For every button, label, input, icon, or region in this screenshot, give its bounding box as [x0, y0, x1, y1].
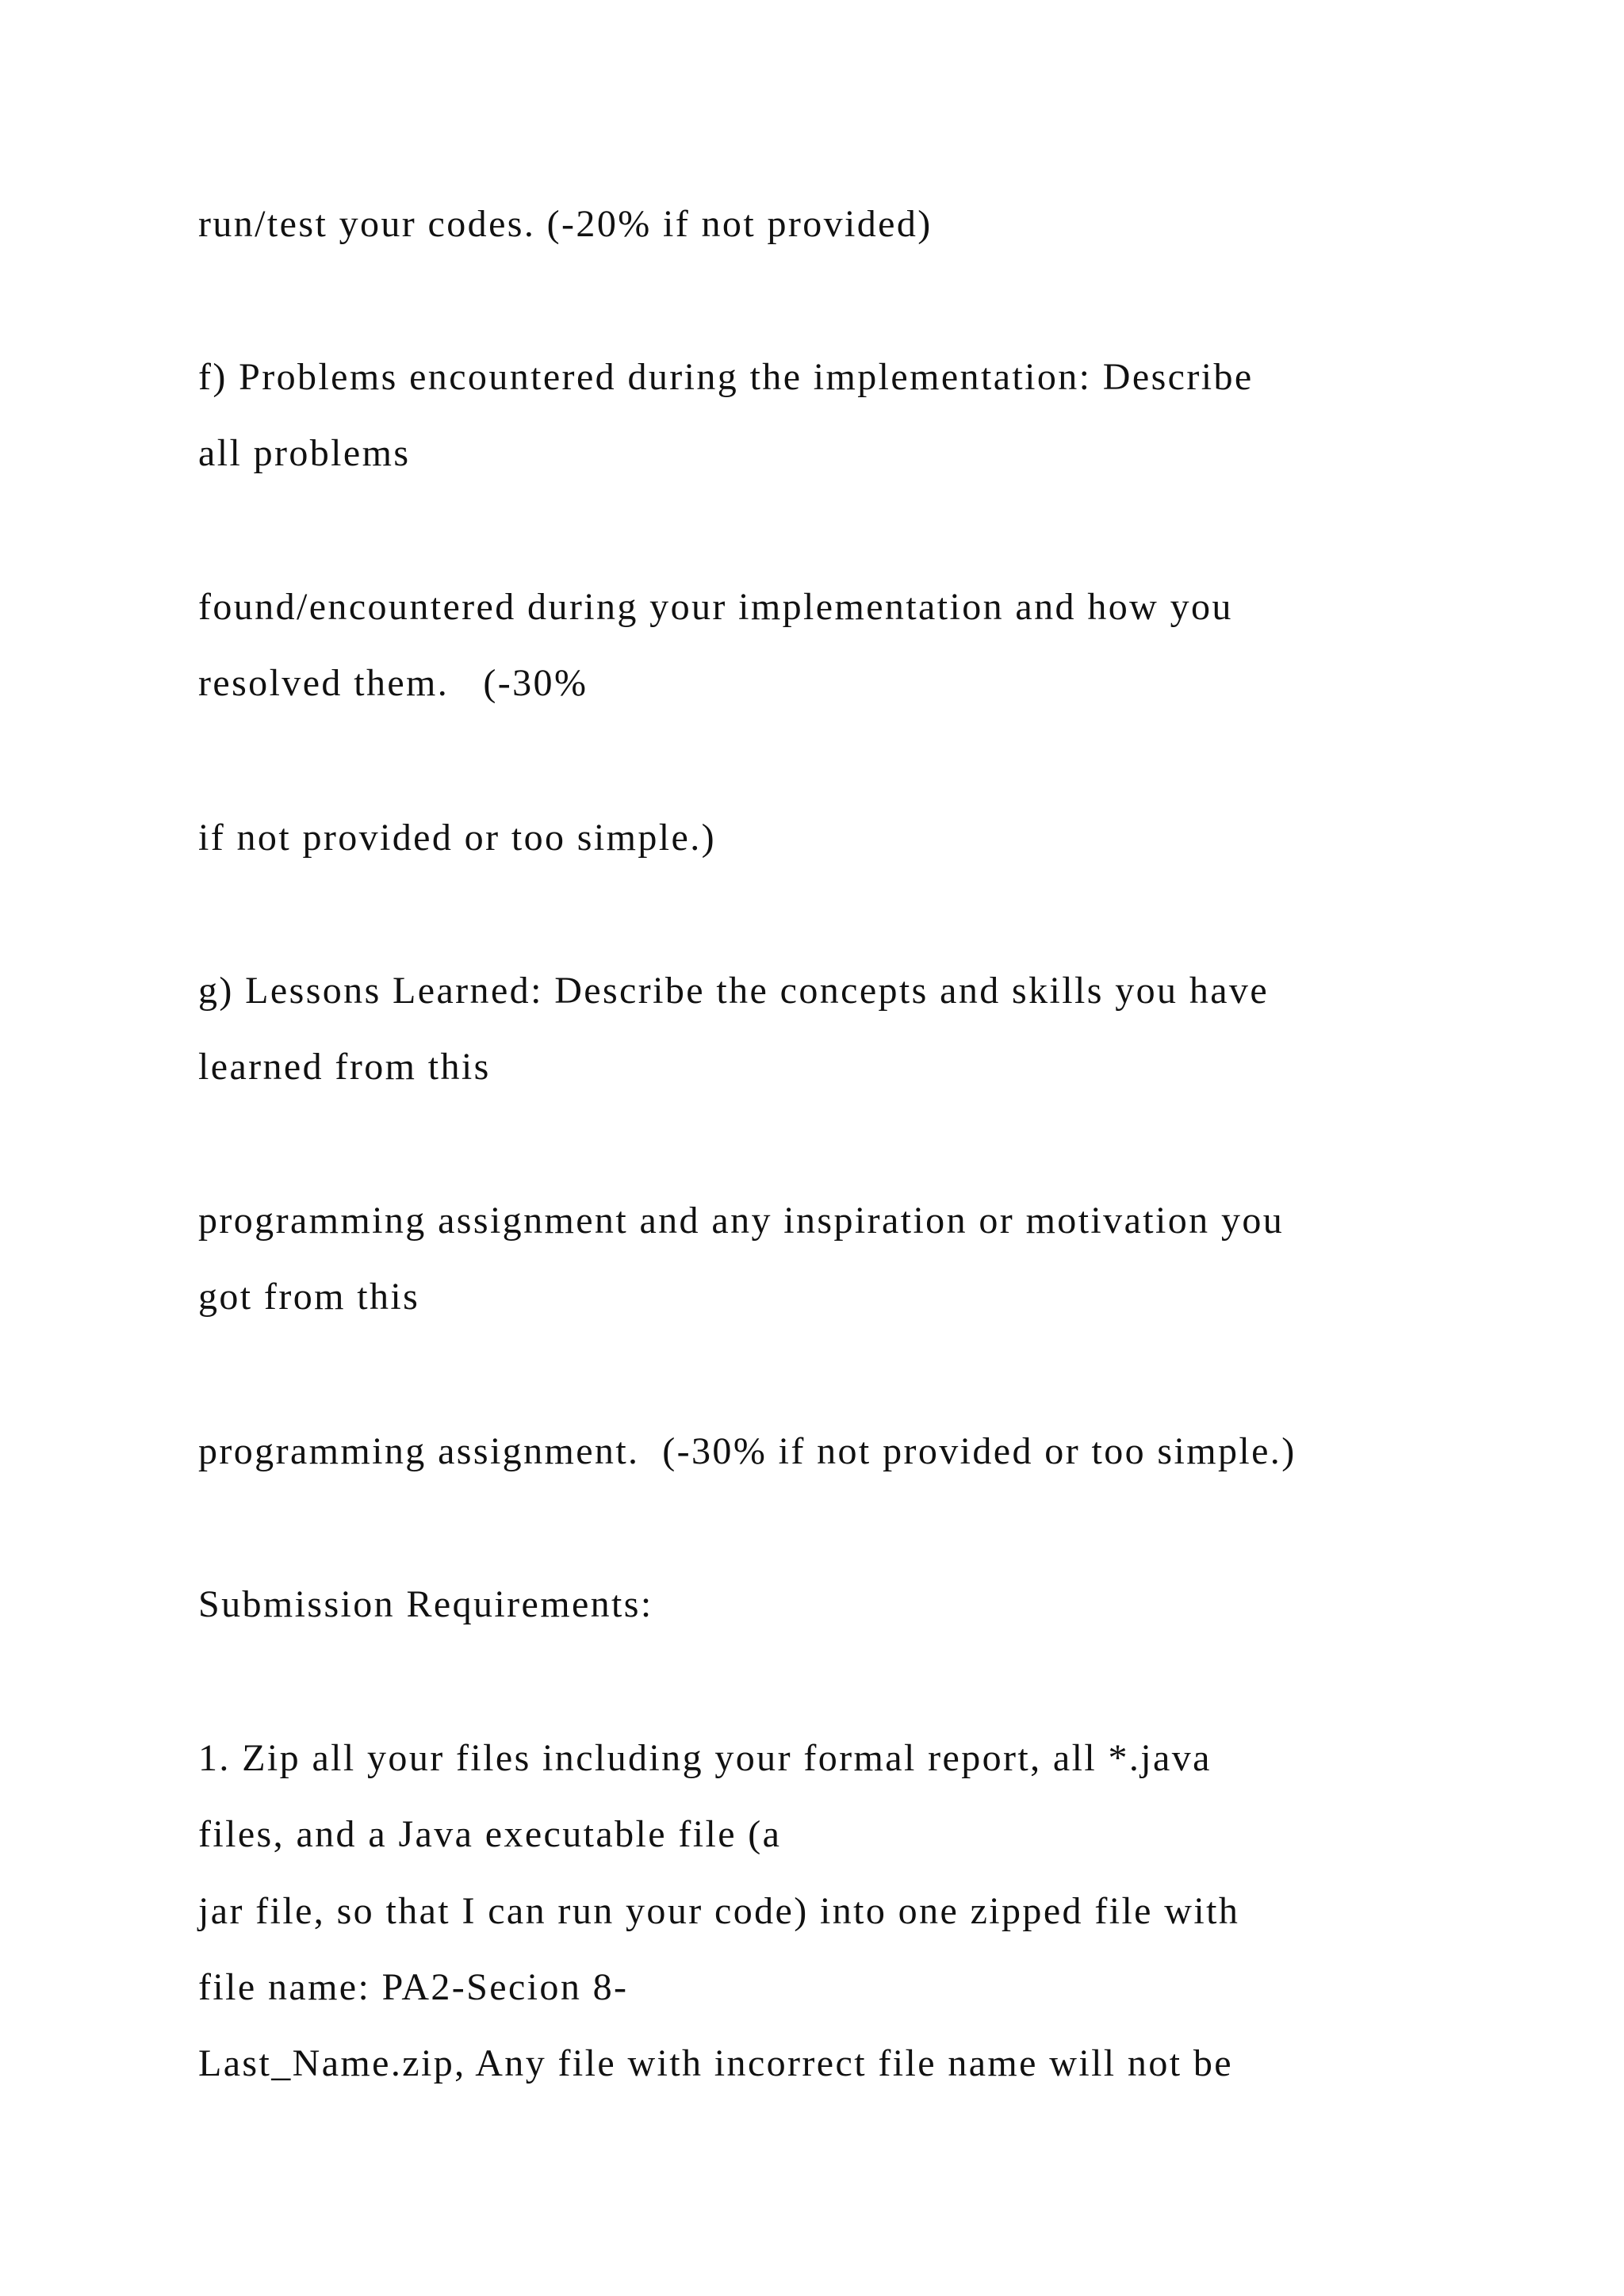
- text-line-17: Last_Name.zip, Any file with incorrect file name will not be: [198, 2042, 1233, 2084]
- text-line-14: files, and a Java executable file (a: [198, 1813, 782, 1855]
- text-line-15: jar file, so that I can run your code) into one zipped file with: [198, 1890, 1240, 1932]
- text-line-1: run/test your codes. (-20% if not provided): [198, 203, 933, 245]
- text-line-2: f) Problems encountered during the implementation: Describe: [198, 356, 1254, 398]
- text-line-8: learned from this: [198, 1046, 491, 1088]
- text-line-16: file name: PA2-Secion 8-: [198, 1966, 629, 2008]
- text-line-9: programming assignment and any inspiration or motivation you: [198, 1200, 1285, 1242]
- text-line-11: programming assignment. (-30% if not provided or too simple.): [198, 1430, 1297, 1472]
- text-line-6: if not provided or too simple.): [198, 817, 716, 859]
- section-heading-submission: Submission Requirements:: [198, 1583, 653, 1625]
- text-line-5: resolved them. (-30%: [198, 662, 588, 704]
- text-line-7: g) Lessons Learned: Describe the concepts and skills you have: [198, 970, 1270, 1012]
- text-line-4: found/encountered during your implementation and how you: [198, 586, 1233, 628]
- text-line-10: got from this: [198, 1276, 420, 1318]
- text-line-13: 1. Zip all your files including your formal report, all *.java: [198, 1737, 1212, 1779]
- text-line-3: all problems: [198, 432, 411, 474]
